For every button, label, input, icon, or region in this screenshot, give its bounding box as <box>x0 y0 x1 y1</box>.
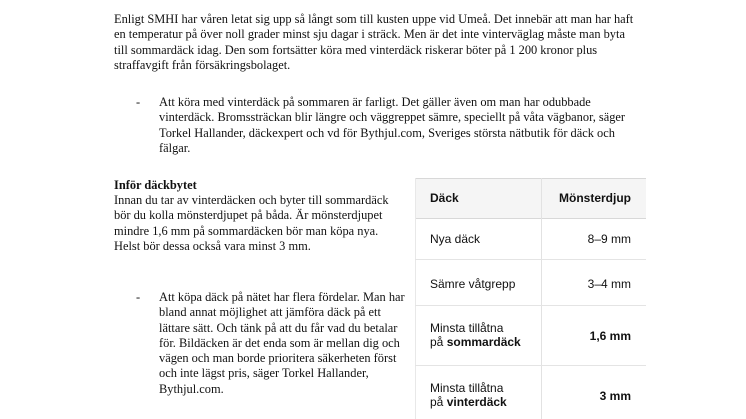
bullet-text: Att köra med vinterdäck på sommaren är farligt. Det gäller även om man har odubbade vinterdäck. Bromssträckan blir längre och väggreppet sämre, speciellt på våta vägbanor, säger Torkel Hallander, däckexpert och vd för Bythjul.com, Sveriges största nätbutik för däck och fälgar. <box>159 95 626 155</box>
row-divider <box>415 305 646 306</box>
section-heading: Inför däckbytet <box>114 178 197 192</box>
section-paragraph: Innan du tar av vinterdäcken och byter till sommardäck bör du kolla mönsterdjupet på båda. Är mönsterdjupet mindre 1,6 mm på sommardäcken bör man köpa nya. Helst bör dessa också vara minst 3 mm. <box>114 193 389 253</box>
row-label <box>430 381 507 409</box>
bullet-marker: - <box>136 95 141 109</box>
row-value: 3 mm <box>599 389 631 403</box>
row-label-prefix: på <box>430 395 447 409</box>
row-divider <box>415 259 646 260</box>
row-label: Sämre våtgrepp <box>430 277 516 291</box>
bullet-marker: - <box>136 290 141 304</box>
tread-depth-table <box>415 178 646 419</box>
row-label <box>430 321 521 349</box>
table-left-border <box>415 178 416 419</box>
intro-paragraph: Enligt SMHI har våren letat sig upp så långt som till kusten uppe vid Umeå. Det innebär att man har haft en temperatur på över noll grader minst sju dagar i sträck. Men är det inte vinterväglag måste man byta till sommardäck idag. Den som fortsätter köra med vinterdäck riskerar böter på 1 200 kronor plus straffavgift från försäkringsbolaget. <box>114 12 634 72</box>
row-label-line1: Minsta tillåtna <box>430 321 504 335</box>
row-value: 1,6 mm <box>589 329 631 343</box>
row-label: Nya däck <box>430 232 481 246</box>
table-header-row <box>415 178 646 219</box>
table-column-divider <box>541 178 542 419</box>
row-label-bold: vinterdäck <box>446 395 507 409</box>
bullet-text: Att köpa däck på nätet har flera fördelar. Man har bland annat möjlighet att jämföra däck på ett lättare sätt. Och tänk på att du får vad du betalar för. Bildäcken är det enda som är mellan dig och vägen och man borde prioritera säkerheten först och inte lägst pris, säger Torkel Hallander, Bythjul.com. <box>159 290 405 396</box>
row-label-bold: sommardäck <box>446 335 521 349</box>
row-label-prefix: på <box>430 335 447 349</box>
row-value: 8–9 mm <box>587 232 631 246</box>
row-divider <box>415 365 646 366</box>
header-tread-depth: Mönsterdjup <box>559 191 631 205</box>
row-label-line1: Minsta tillåtna <box>430 381 504 395</box>
header-tire: Däck <box>430 191 459 205</box>
row-value: 3–4 mm <box>587 277 631 291</box>
